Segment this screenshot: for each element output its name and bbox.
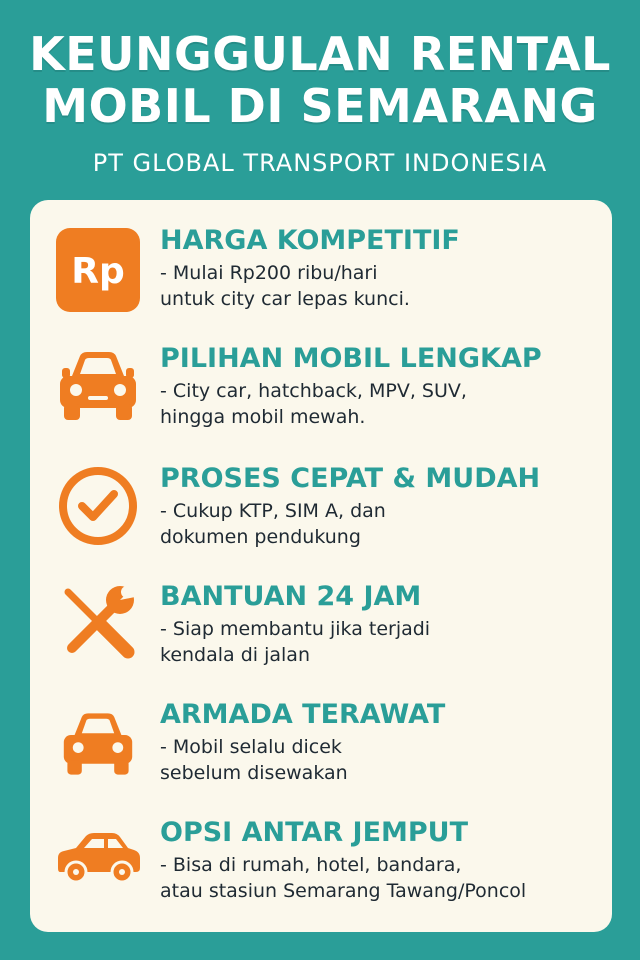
features-card (30, 200, 612, 932)
feature-description (160, 616, 610, 668)
wrench-screwdriver-icon (54, 578, 142, 666)
feature-item-armada (30, 698, 612, 808)
page-title (0, 28, 640, 132)
feature-desc-line-1: - Mulai Rp200 ribu/hari (160, 262, 378, 284)
rupiah-icon-text: Rp (71, 251, 125, 292)
car-front-icon (54, 342, 142, 430)
feature-title: HARGA KOMPETITIF (160, 225, 460, 256)
feature-item-bantuan (30, 580, 612, 690)
feature-item-pilihan (30, 342, 612, 452)
feature-desc-line-2: sebelum disewakan (160, 762, 348, 784)
feature-desc-line-1: - Bisa di rumah, hotel, bandara, (160, 854, 462, 876)
feature-item-harga (30, 224, 612, 334)
car-side-icon (54, 814, 142, 902)
feature-description (160, 260, 610, 312)
feature-desc-line-2: dokumen pendukung (160, 526, 361, 548)
title-line-1: KEUNGGULAN RENTAL (29, 27, 611, 81)
feature-desc-line-2: atau stasiun Semarang Tawang/Poncol (160, 880, 527, 902)
feature-desc-line-1: - Mobil selalu dicek (160, 736, 342, 758)
feature-title: PROSES CEPAT & MUDAH (160, 463, 541, 494)
feature-description (160, 852, 610, 904)
car-front-icon (54, 700, 142, 788)
clock-icon (54, 462, 142, 550)
feature-desc-line-2: hingga mobil mewah. (160, 406, 366, 428)
feature-desc-line-1: - City car, hatchback, MPV, SUV, (160, 380, 467, 402)
feature-description (160, 378, 610, 430)
title-line-2: MOBIL DI SEMARANG (42, 79, 598, 133)
feature-title: BANTUAN 24 JAM (160, 581, 422, 612)
feature-desc-line-2: kendala di jalan (160, 644, 310, 666)
feature-description (160, 734, 610, 786)
feature-desc-line-1: - Cukup KTP, SIM A, dan (160, 500, 386, 522)
rupiah-icon (54, 226, 142, 314)
feature-item-antar-jemput (30, 816, 612, 926)
feature-title: PILIHAN MOBIL LENGKAP (160, 343, 542, 374)
feature-item-proses (30, 462, 612, 572)
feature-desc-line-1: - Siap membantu jika terjadi (160, 618, 431, 640)
feature-title: ARMADA TERAWAT (160, 699, 446, 730)
feature-desc-line-2: untuk city car lepas kunci. (160, 288, 410, 310)
company-name: PT GLOBAL TRANSPORT INDONESIA (92, 149, 548, 177)
feature-description (160, 498, 610, 550)
feature-title: OPSI ANTAR JEMPUT (160, 817, 469, 848)
